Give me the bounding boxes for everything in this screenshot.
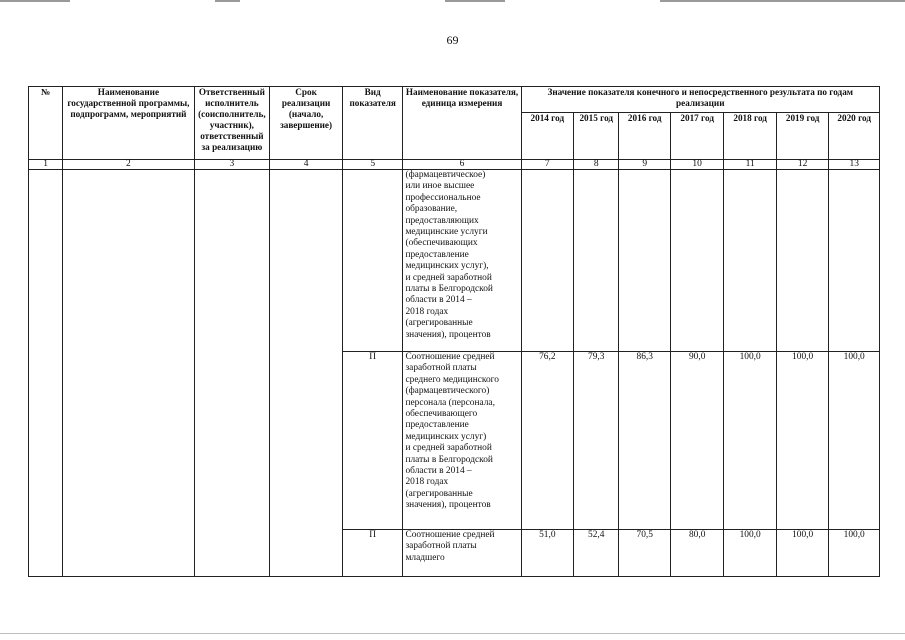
cell-value: 79,3: [574, 352, 619, 530]
indicators-table: [28, 86, 880, 577]
header-year: 2019 год: [776, 113, 828, 160]
column-number: 10: [670, 160, 723, 170]
cell-value: 86,3: [619, 352, 670, 530]
header-year: 2017 год: [670, 113, 723, 160]
cell-indicator-name: Соотношение средней заработной платы младшего: [403, 530, 521, 577]
cell-value: 80,0: [670, 530, 723, 577]
cell-value: 70,5: [619, 530, 670, 577]
header-year: 2015 год: [574, 113, 619, 160]
column-number: 7: [521, 160, 573, 170]
column-number: 5: [342, 160, 403, 170]
column-number: 1: [29, 160, 63, 170]
scan-edge-center: [445, 0, 505, 2]
cell-indicator-kind: П: [342, 530, 403, 577]
cell-term: [270, 170, 343, 577]
column-number: 13: [829, 160, 880, 170]
cell-value: 100,0: [724, 352, 776, 530]
header-term: Срок реализации (начало, завершение): [270, 87, 343, 160]
column-number: 11: [724, 160, 776, 170]
column-number: 3: [194, 160, 270, 170]
cell-value: [574, 170, 619, 352]
cell-value: 51,0: [521, 530, 573, 577]
header-program-name: Наименование государственной программы, подпрограмм, мероприятий: [63, 87, 194, 160]
header-indicator-kind: Вид показателя: [342, 87, 403, 160]
cell-value: 100,0: [776, 352, 828, 530]
cell-value: [619, 170, 670, 352]
cell-value: [670, 170, 723, 352]
cell-value: 100,0: [829, 530, 880, 577]
header-year: 2014 год: [521, 113, 573, 160]
cell-responsible: [194, 170, 270, 577]
header-responsible: Ответственный исполнитель (соисполнитель, участник), ответственный за реализацию: [194, 87, 270, 160]
column-number: 9: [619, 160, 670, 170]
column-number: 2: [63, 160, 194, 170]
cell-value: [724, 170, 776, 352]
column-number-row: [29, 160, 880, 170]
scan-edge-right: [660, 0, 905, 2]
table-row: [29, 170, 880, 352]
cell-value: 90,0: [670, 352, 723, 530]
cell-value: 100,0: [829, 352, 880, 530]
cell-program-name: [63, 170, 194, 577]
cell-value: 52,4: [574, 530, 619, 577]
column-number: 12: [776, 160, 828, 170]
scan-edge-mid: [215, 0, 240, 2]
cell-indicator-kind: [342, 170, 403, 352]
cell-value: 100,0: [776, 530, 828, 577]
header-year: 2016 год: [619, 113, 670, 160]
scan-edge-left: [0, 0, 70, 2]
column-number: 8: [574, 160, 619, 170]
column-number: 6: [403, 160, 521, 170]
page-number: 69: [446, 33, 459, 47]
cell-value: [521, 170, 573, 352]
header-year: 2020 год: [829, 113, 880, 160]
cell-indicator-kind: П: [342, 352, 403, 530]
header-row-1: [29, 87, 880, 113]
cell-value: 76,2: [521, 352, 573, 530]
header-no: №: [29, 87, 63, 160]
column-number: 4: [270, 160, 343, 170]
header-indicator-name: Наименование показателя, единица измерения: [403, 87, 521, 160]
cell-indicator-name: (фармацевтическое) или иное высшее профессиональное образование, предоставляющих медицинские услуги (обеспечивающих предоставление медицинских услуг), и средней заработной платы в Белгородской области в 2014 – 2018 годах (агрегированные значения), процентов: [403, 170, 521, 352]
cell-indicator-name: Соотношение средней заработной платы среднего медицинского (фармацевтического) персонала (персонала, обеспечивающего предоставление медицинских услуг) и средней заработной платы в Белгородской области в 2014 – 2018 годах (агрегированные значения), процентов: [403, 352, 521, 530]
header-year: 2018 год: [724, 113, 776, 160]
cell-value: [776, 170, 828, 352]
cell-value: [829, 170, 880, 352]
header-values-group: Значение показателя конечного и непосредственного результата по годам реализации: [521, 87, 879, 113]
scan-bottom-line: [0, 633, 905, 634]
cell-value: 100,0: [724, 530, 776, 577]
cell-no: [29, 170, 63, 577]
